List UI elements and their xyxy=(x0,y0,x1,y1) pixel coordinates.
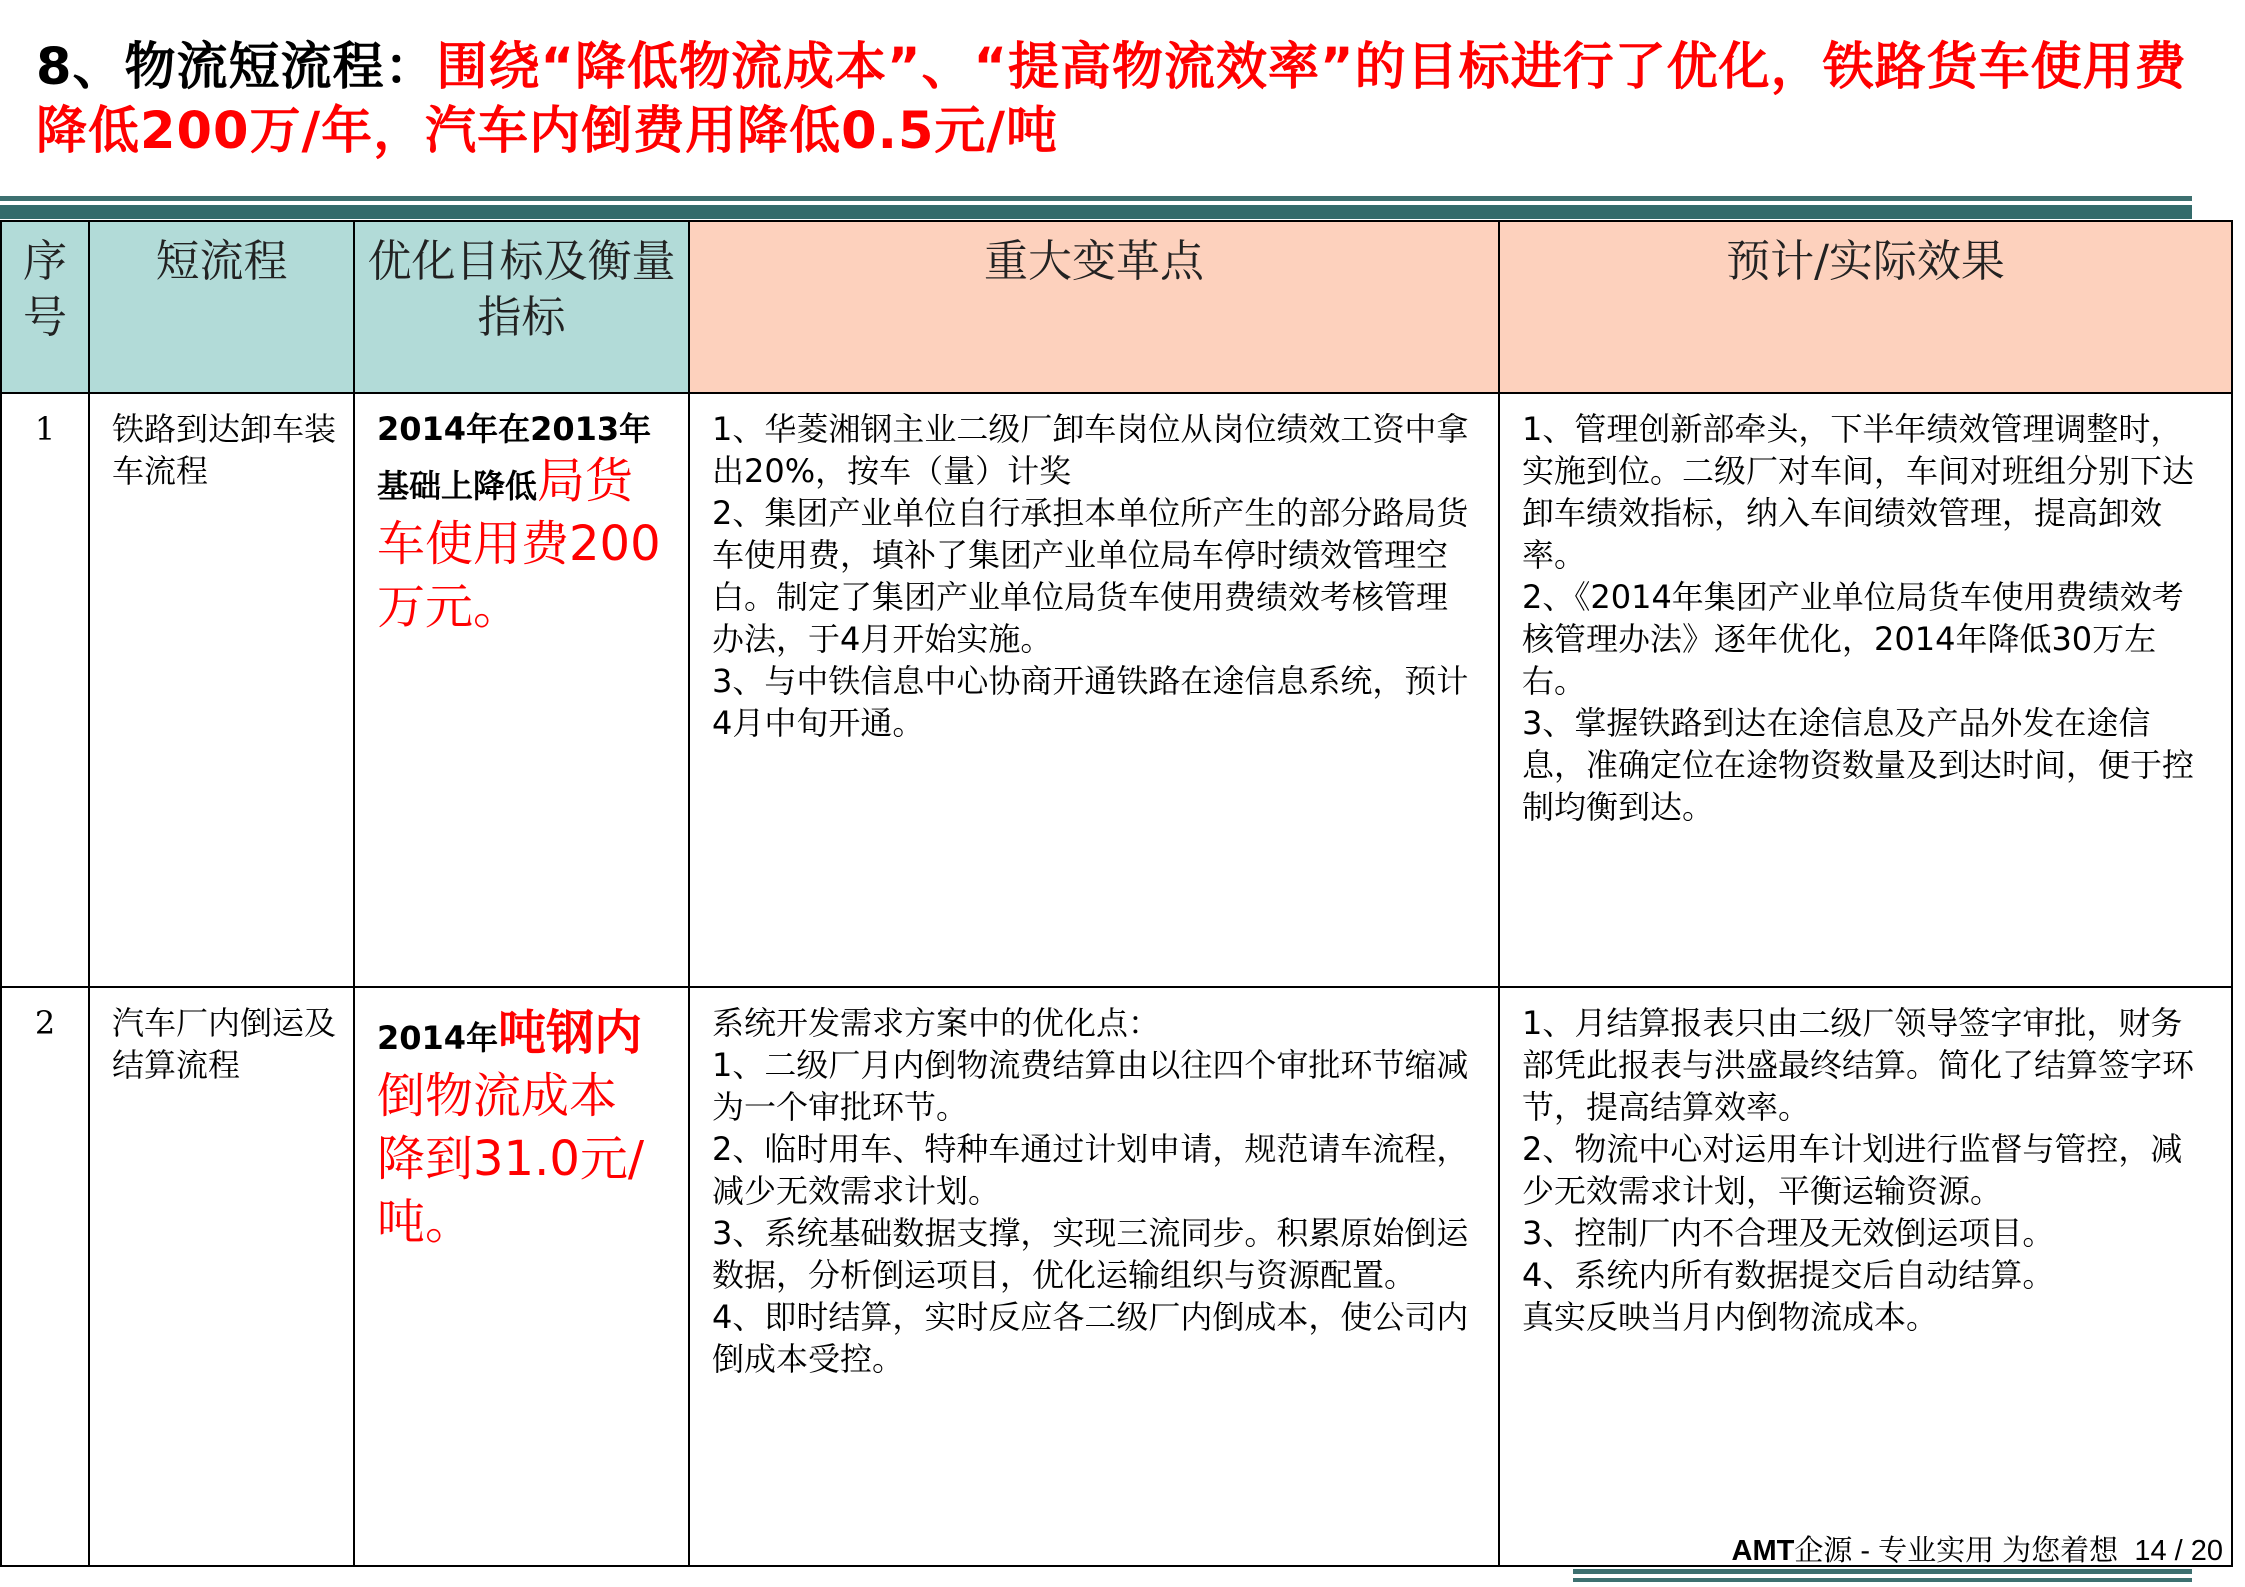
changes-cell xyxy=(689,987,1499,1566)
header-divider-thin xyxy=(0,196,2192,201)
change-item: 3、与中铁信息中心协商开通铁路在途信息系统，预计4月中旬开通。 xyxy=(712,662,1469,742)
slide-title xyxy=(36,36,2216,164)
effect-item: 1、月结算报表只由二级厂领导签字审批，财务部凭此报表与洪盛最终结算。简化了结算签字环节，提高结算效率。 xyxy=(1522,1004,2195,1126)
goal-text: 2014年在2013年基础上降低 xyxy=(377,410,652,505)
process-table xyxy=(0,220,2233,1567)
goal-cell xyxy=(354,393,689,987)
change-item: 4、即时结算，实时反应各二级厂内倒成本，使公司内倒成本受控。 xyxy=(712,1298,1469,1378)
header-divider-thick xyxy=(0,205,2192,219)
row-number: 2 xyxy=(1,987,89,1566)
goal-highlight-bold: 吨钢内 xyxy=(498,1005,643,1061)
change-item: 系统开发需求方案中的优化点： xyxy=(712,1004,1161,1042)
effect-item: 4、系统内所有数据提交后自动结算。 xyxy=(1522,1256,2055,1294)
effect-item: 3、控制厂内不合理及无效倒运项目。 xyxy=(1522,1214,2055,1252)
effect-item: 2、物流中心对运用车计划进行监督与管控，减少无效需求计划，平衡运输资源。 xyxy=(1522,1130,2183,1210)
page-number: 14 / 20 xyxy=(2134,1535,2223,1567)
goal-text: 2014年 xyxy=(377,1019,499,1057)
effect-item: 真实反映当月内倒物流成本。 xyxy=(1522,1298,1939,1336)
footer-brand: AMT xyxy=(1731,1535,1795,1567)
table-row xyxy=(1,393,2232,987)
footer-divider-1 xyxy=(1573,1569,2192,1574)
table-header-row xyxy=(1,221,2232,393)
effects-cell xyxy=(1499,987,2232,1566)
header-process: 短流程 xyxy=(89,221,354,393)
changes-cell xyxy=(689,393,1499,987)
change-item: 1、华菱湘钢主业二级厂卸车岗位从岗位绩效工资中拿出20%，按车（量）计奖 xyxy=(712,410,1469,490)
header-goal: 优化目标及衡量指标 xyxy=(354,221,689,393)
effect-item: 1、管理创新部牵头，下半年绩效管理调整时，实施到位。二级厂对车间，车间对班组分别下达卸车绩效指标，纳入车间绩效管理，提高卸效率。 xyxy=(1522,410,2195,574)
change-item: 3、系统基础数据支撑，实现三流同步。积累原始倒运数据，分析倒运项目，优化运输组织与资源配置。 xyxy=(712,1214,1469,1294)
goal-highlight: 局货车使用费200万元。 xyxy=(377,453,661,635)
header-changes: 重大变革点 xyxy=(689,221,1499,393)
effect-item: 2、《2014年集团产业单位局货车使用费绩效考核管理办法》逐年优化，2014年降低30万左右。 xyxy=(1522,578,2184,700)
change-item: 2、临时用车、特种车通过计划申请，规范请车流程，减少无效需求计划。 xyxy=(712,1130,1469,1210)
goal-cell xyxy=(354,987,689,1566)
effect-item: 3、掌握铁路到达在途信息及产品外发在途信息，准确定位在途物资数量及到达时间，便于控制均衡到达。 xyxy=(1522,704,2195,826)
process-name: 汽车厂内倒运及结算流程 xyxy=(89,987,354,1566)
goal-highlight: 倒物流成本降到31.0元/吨。 xyxy=(377,1068,645,1250)
table-row xyxy=(1,987,2232,1566)
row-number: 1 xyxy=(1,393,89,987)
change-item: 2、集团产业单位自行承担本单位所产生的部分路局货车使用费，填补了集团产业单位局车停时绩效管理空白。制定了集团产业单位局货车使用费绩效考核管理办法，于4月开始实施。 xyxy=(712,494,1469,658)
footer xyxy=(1732,1528,2223,1569)
title-highlight: 围绕“降低物流成本”、“提高物流效率”的目标进行了优化，铁路货车使用费降低200万/年，汽车内倒费用降低0.5元/吨 xyxy=(36,38,2187,161)
header-effects: 预计/实际效果 xyxy=(1499,221,2232,393)
effects-cell xyxy=(1499,393,2232,987)
footer-divider-2 xyxy=(1573,1578,2192,1582)
header-seq: 序号 xyxy=(1,221,89,393)
process-name: 铁路到达卸车装车流程 xyxy=(89,393,354,987)
title-prefix: 8、物流短流程： xyxy=(36,38,437,97)
footer-slogan: 企源 - 专业实用 为您着想 xyxy=(1794,1535,2119,1567)
change-item: 1、二级厂月内倒物流费结算由以往四个审批环节缩减为一个审批环节。 xyxy=(712,1046,1469,1126)
